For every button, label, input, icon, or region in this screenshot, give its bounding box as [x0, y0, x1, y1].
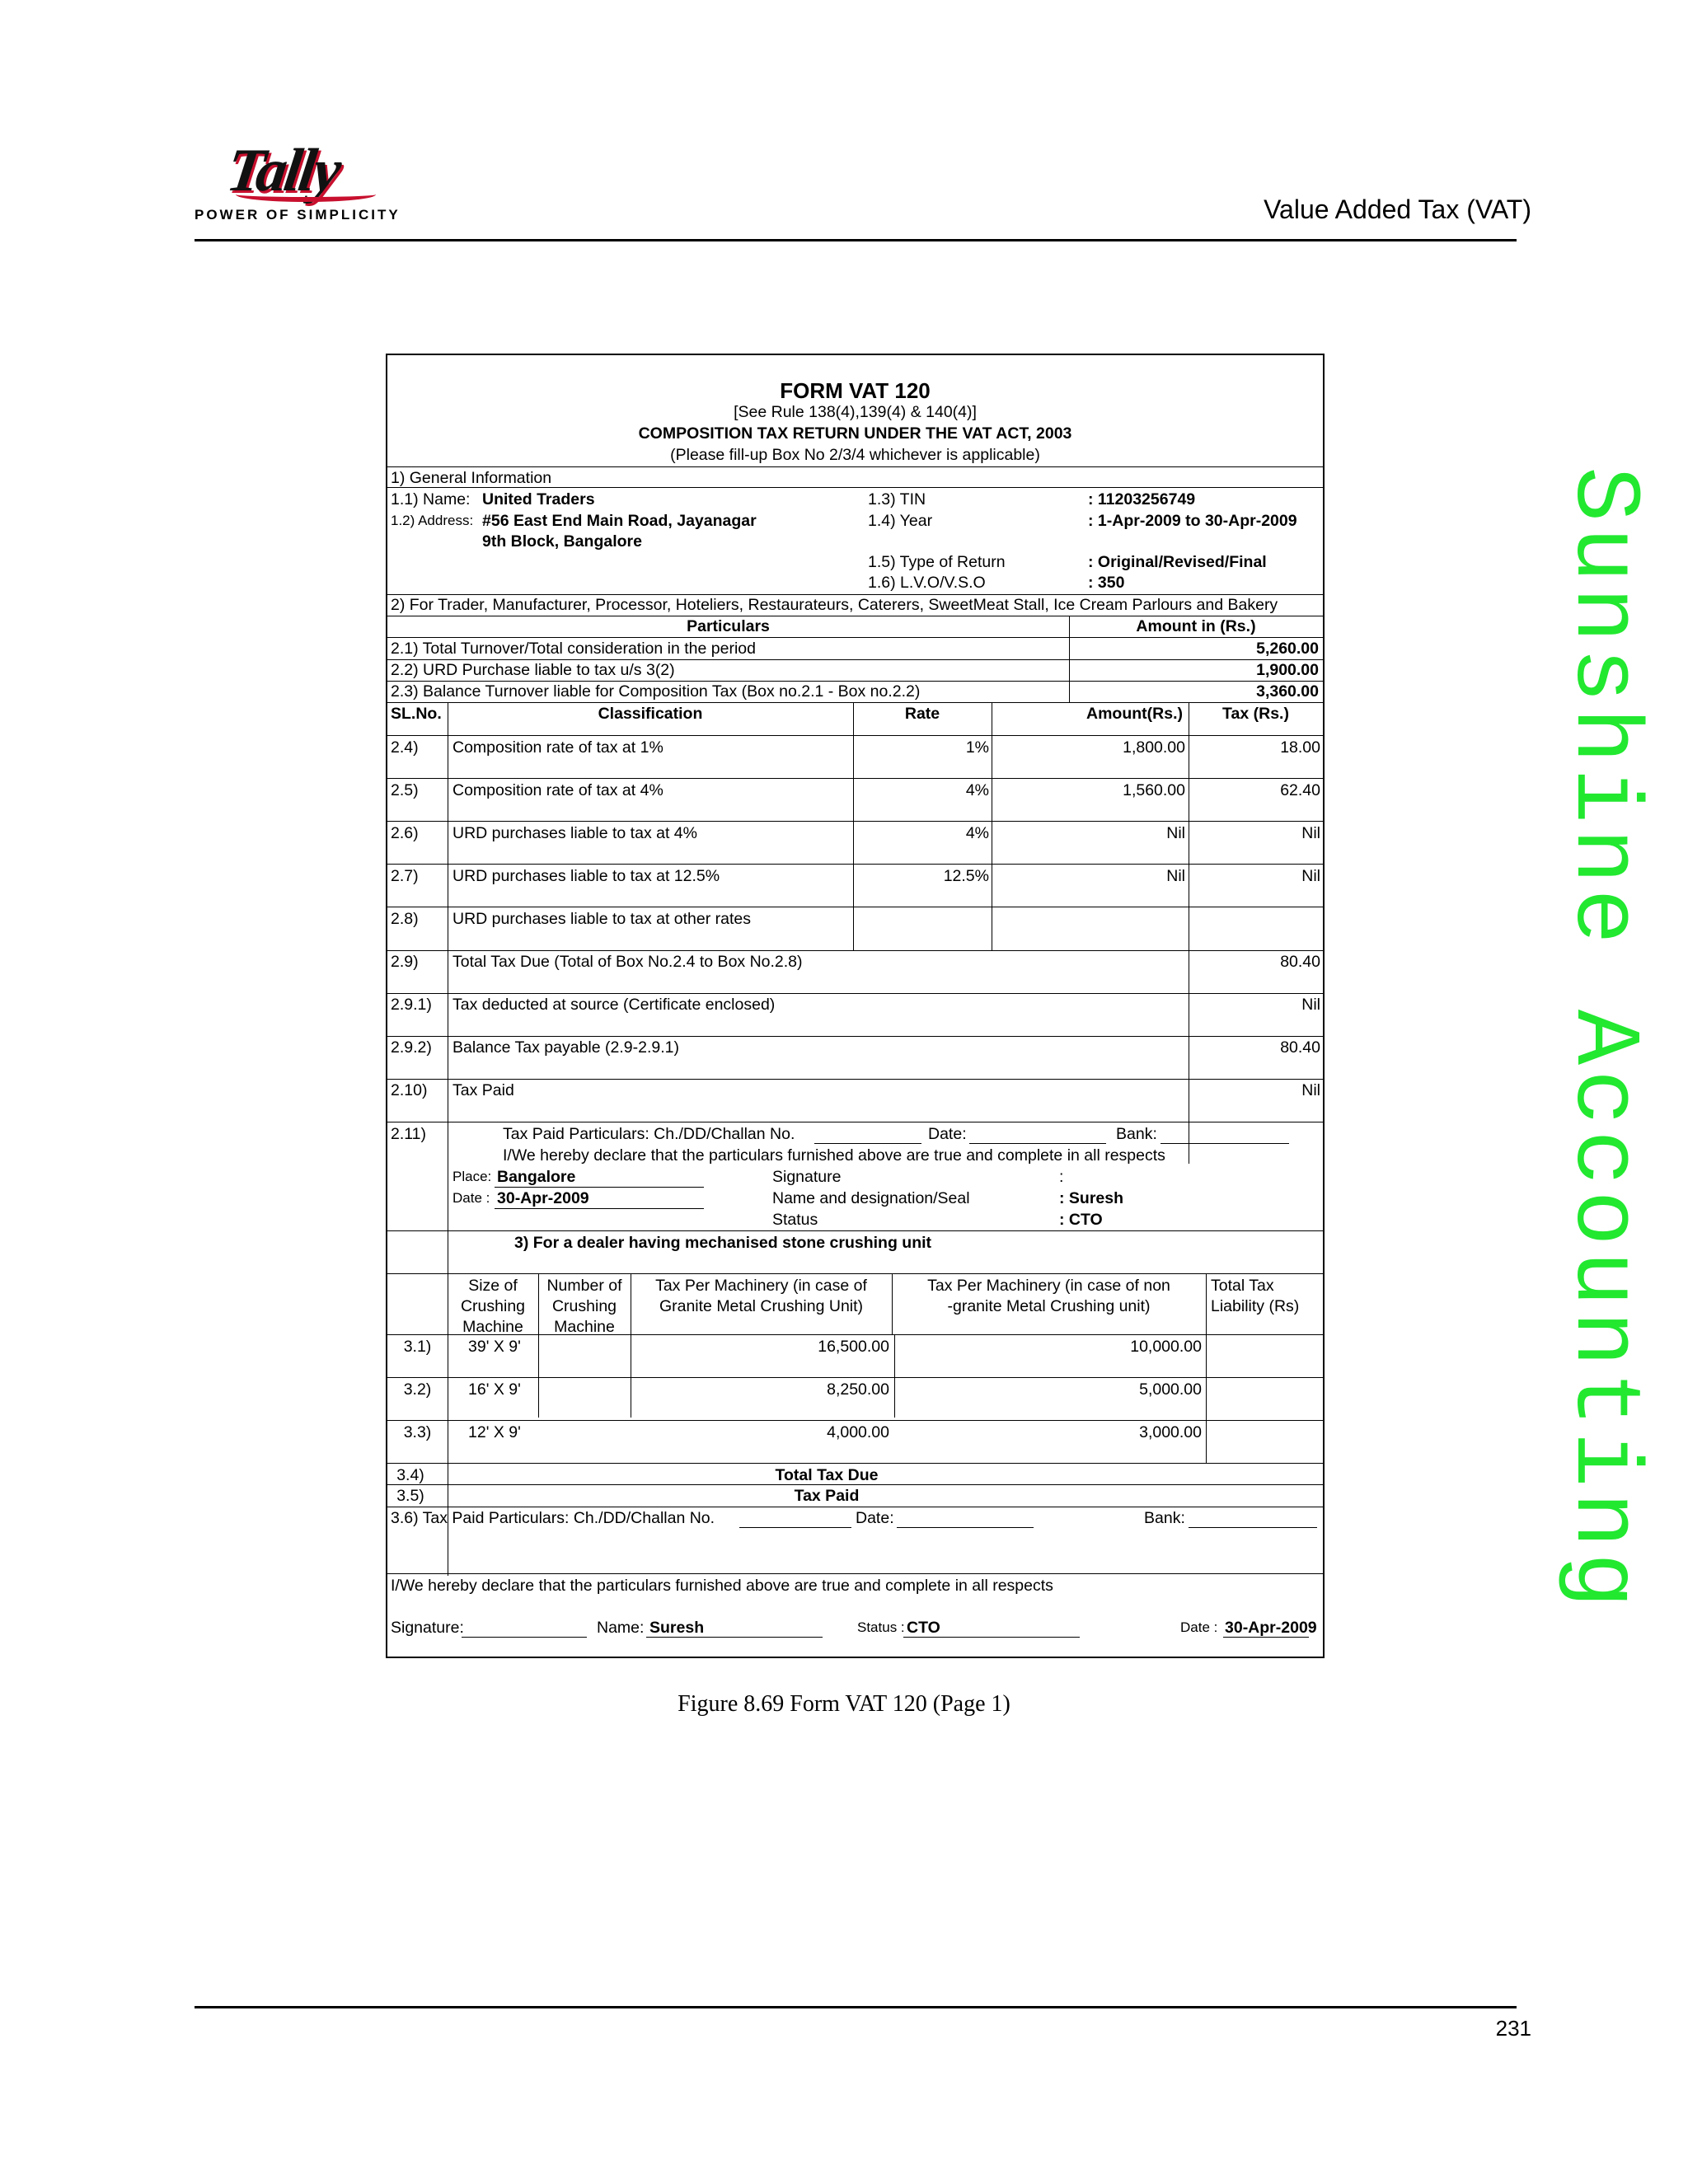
return-type-label: 1.5) Type of Return [868, 553, 1006, 571]
logo-tagline: POWER OF SIMPLICITY [195, 207, 401, 223]
form-title: FORM VAT 120 [780, 378, 931, 403]
status-label: Status [772, 1211, 818, 1229]
section3-name-label: Name: [597, 1619, 645, 1637]
payment-date-label: Date: [928, 1125, 967, 1143]
section3-status-label: Status : [857, 1619, 905, 1635]
header-rule [195, 239, 1517, 241]
address-line1: #56 East End Main Road, Jayanagar [482, 512, 757, 530]
year-label: 1.4) Year [868, 512, 933, 530]
signature-label: Signature [772, 1168, 842, 1186]
payment-date-field [969, 1143, 1106, 1144]
total-due-sl: 3.4) [396, 1466, 424, 1484]
col-classification: Classification [598, 705, 703, 723]
section-title: Value Added Tax (VAT) [1264, 194, 1531, 224]
section2-heading: 2) For Trader, Manufacturer, Processor, Hoteliers, Restaurateurs, Caterers, SweetMeat Stall, Ice Cream Parlours and Bakery [391, 596, 1278, 614]
section3-name-value: Suresh [649, 1619, 705, 1637]
tally-logo [195, 136, 401, 227]
amount-header: Amount in (Rs.) [1136, 617, 1256, 635]
particulars-header: Particulars [687, 617, 770, 635]
col-tax: Tax (Rs.) [1222, 705, 1289, 723]
section3-signature-label: Signature: [391, 1619, 464, 1637]
name-label: 1.1) Name: [391, 490, 471, 509]
logo-wordmark: Tally [223, 137, 344, 204]
tax-paid-label: Tax Paid [794, 1487, 860, 1505]
name-value: United Traders [482, 490, 595, 509]
tin-value: : 11203256749 [1088, 490, 1196, 509]
col-number: Number of [546, 1277, 622, 1295]
section3-date2-value: 30-Apr-2009 [1225, 1619, 1317, 1637]
figure-caption: Figure 8.69 Form VAT 120 (Page 1) [678, 1691, 1010, 1717]
section3-payment-label: 3.6) Tax Paid Particulars: Ch./DD/Challan No. [391, 1509, 715, 1527]
col-slno: SL.No. [391, 705, 442, 723]
lvo-label: 1.6) L.V.O/V.S.O [868, 574, 986, 592]
address-label: 1.2) Address: [391, 513, 474, 528]
col-size: Size of [468, 1277, 518, 1295]
section3-heading: 3) For a dealer having mechanised stone crushing unit [514, 1234, 932, 1252]
place-label: Place: [452, 1169, 492, 1184]
challan-label: Tax Paid Particulars: Ch./DD/Challan No. [503, 1125, 795, 1143]
tax-paid-sl: 3.5) [396, 1487, 424, 1505]
year-value: : 1-Apr-2009 to 30-Apr-2009 [1088, 512, 1297, 530]
col-amount: Amount(Rs.) [1086, 705, 1183, 723]
form-vat-120: FORM VAT 120 [See Rule 138(4),139(4) & 140(4)] COMPOSITION TAX RETURN UNDER THE VAT ACT, 2003 (Please fill-up Box No 2/3/4 whichever is applicable) 1) General Information 1.1) Name: United Traders 1.2) Address: #56 East End Main Road, Jayanagar 9th Block, Bangalore 1.3) TIN : 11203256749 1.4) Year : 1-Apr-2009 to 30-Apr-2009 1.5) Type of Return : Original/Revised/Final 1.6) L.V.O/V.S.O : 350 2) For Trader, Manufacturer, Processor, Hoteliers, Restaurateurs, Caterers, SweetMeat Stall, Ice Cream Parlours and Bakery Particulars Amount in (Rs.) 2.1) Total Turnover/Total consideration in the period 5,260.00 2.2) URD Purchase liable to tax u/s 3(2) 1,900.00 2.3) Balance Turnover liable for Composition Tax (Box no.2.1 - Box no.2.2) 3,360.00 SL.No. Classification Rate Amount(Rs.) Tax (Rs.) 2.4) Composition rate of tax at 1% 1% 1,800.00 18.00 2.5) Composition rate of tax at 4% 4% 1,560.00 62.40 2.6) URD purchases liable to tax at 4% 4% Nil Nil 2.7) URD purchases liable to tax at 12.5% 12.5% Nil Nil 2.8) URD purchases liable to tax at other rates 2.9) Total Tax Due (Total of Box No.2.4 to Box No.2.8) 80.40 2.9.1) Tax deducted at source (Certificate enclosed) Nil 2.9.2) Balance Tax payable (2.9-2.9.1) 80.40 2.10) Tax Paid Nil 2.11) Tax Paid Particulars: Ch./DD/Challan No. Date: Bank: I/We hereby declare that the particulars furnished above are true and complete in all respects Place: Bangalore Date : 30-Apr-2009 Signature : Name and designation/Seal : Suresh Status : CTO 3) For a dealer having mechanised stone crushing unit Size of Crushing Machine Number of Crushing Machine Tax Per Machinery (in case of Granite Metal Crushing Unit) Tax Per Machinery (in case of non -granite Metal Crushing unit) Total Tax Liability (Rs) 3.1) 39' X 9' 16,500.00 10,000.00 3.2) 16' X 9' 8,250.00 5,000.00 3.3) 12' X 9' 4,000.00 3,000.00 3.4) Total Tax Due 3.5) Tax Paid 3.6) Tax Paid Particulars: Ch./DD/Challan No. Date: Bank: I/We hereby declare that the particulars furnished above are true and complete in all respects Signature: Name: Suresh Status : CTO Date : 30-Apr-2009 [386, 354, 1325, 1658]
designation-label: Name and designation/Seal [772, 1189, 970, 1207]
col-total-liability: Total Tax [1211, 1277, 1274, 1295]
col-granite: Tax Per Machinery (in case of [655, 1277, 867, 1295]
section3-date2-label: Date : [1180, 1619, 1218, 1635]
tin-label: 1.3) TIN [868, 490, 926, 509]
form-subtitle: COMPOSITION TAX RETURN UNDER THE VAT ACT, 2003 [638, 424, 1072, 443]
total-due-label: Total Tax Due [775, 1466, 879, 1484]
col-non-granite: Tax Per Machinery (in case of non [927, 1277, 1170, 1295]
designation-value: : Suresh [1059, 1189, 1124, 1207]
declaration: I/We hereby declare that the particulars furnished above are true and complete in all respects [503, 1146, 1165, 1165]
page-number: 231 [1495, 2016, 1531, 2041]
form-instruction: (Please fill-up Box No 2/3/4 whichever is applicable) [670, 446, 1040, 464]
section1-heading: 1) General Information [391, 469, 552, 487]
sign-date-label: Date : [452, 1190, 490, 1206]
return-type-value: : Original/Revised/Final [1088, 553, 1267, 571]
status-value: : CTO [1059, 1211, 1103, 1229]
section3-declaration: I/We hereby declare that the particulars furnished above are true and complete in all respects [391, 1577, 1053, 1595]
watermark: Sunshine Accounting [1550, 466, 1655, 1614]
bank-label: Bank: [1116, 1125, 1157, 1143]
col-rate: Rate [904, 705, 940, 723]
section3-bank-label: Bank: [1144, 1509, 1185, 1527]
section3-status-value: CTO [907, 1619, 940, 1637]
challan-field [814, 1143, 921, 1144]
form-rule: [See Rule 138(4),139(4) & 140(4)] [734, 403, 977, 421]
bank-field [1160, 1143, 1289, 1144]
sign-date-value: 30-Apr-2009 [497, 1189, 589, 1207]
address-line2: 9th Block, Bangalore [482, 532, 642, 551]
footer-rule [195, 2006, 1517, 2008]
lvo-value: : 350 [1088, 574, 1125, 592]
logo-swoosh-icon [236, 187, 376, 202]
signature-value: : [1059, 1168, 1064, 1186]
payment-sl: 2.11) [391, 1125, 426, 1143]
section3-date-label: Date: [856, 1509, 894, 1527]
place-value: Bangalore [497, 1168, 576, 1186]
